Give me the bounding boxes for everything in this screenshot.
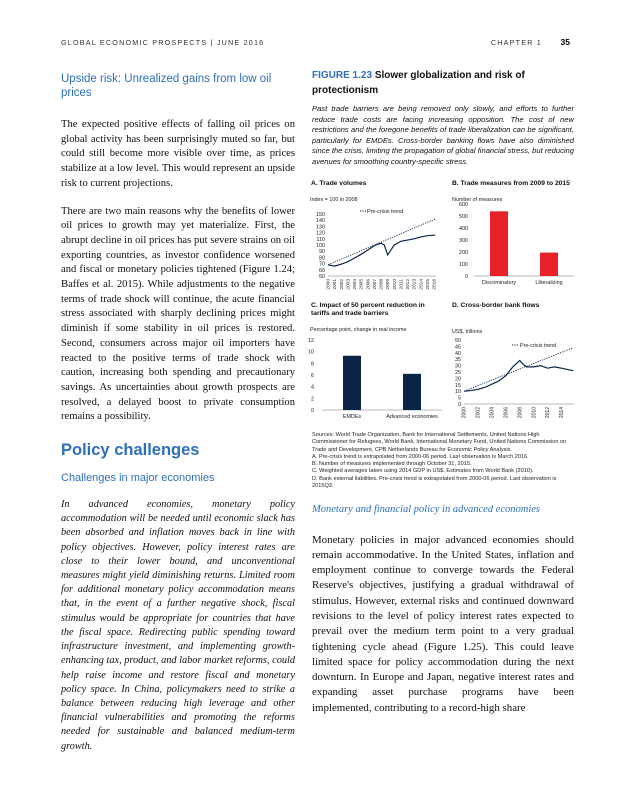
y-tick-label: 150 [316,212,325,218]
paragraph-oil-intro: The expected positive effects of falling oil prices on global activity has been surprisingly muted so far, but could still become more visible over time, as prices stabilize at a low level. This would represent an upside risk to current projections. [61,119,295,189]
x-tick-label: 2012 [406,279,412,290]
legend-pre-crisis-trend: Pre-crisis trend [367,209,404,215]
pre-crisis-trend-line [464,348,573,392]
x-tick-label: 2009 [386,279,392,290]
y-tick-label: 35 [455,357,461,364]
y-tick-label: 200 [459,250,468,256]
bar-emdes [343,356,361,410]
x-tick-label: 2012 [545,407,552,419]
legend-pre-crisis-trend: Pre-crisis trend [520,343,557,349]
y-axis-unit: Percentage point, change in real income [310,327,407,333]
x-tick-label: 2008 [379,279,385,290]
panel-d-title: D. Cross-border bank flows [452,302,540,309]
y-tick-label: 120 [316,230,325,237]
x-tick-label: 2016 [432,279,438,290]
x-tick-label: 2013 [412,279,418,290]
x-tick-label: 2010 [392,279,398,290]
page-number: 35 [560,37,570,47]
running-header [61,38,570,50]
y-tick-label: 500 [459,214,468,220]
trade-volume-line [328,235,435,266]
x-tick-label: 2001 [333,279,339,290]
y-tick-label: 70 [319,261,325,268]
bank-flows-line [464,360,573,391]
y-tick-label: 80 [319,255,325,262]
x-category-label: EMDEs [342,414,362,420]
y-tick-label: 0 [465,274,468,280]
source-note-c: C. Weighted averages taken using 2014 GDP in US$. Estimates from World Bank (2010). [312,468,534,475]
x-tick-label: 2007 [372,279,378,290]
x-tick-label: 2000 [326,279,332,290]
panel-c-title: C. Impact of 50 percent reduction in tariffs and trade barriers [311,302,425,317]
figure-title-text: Slower globalization and risk of protectionism [312,70,525,96]
panel-b-title: B. Trade measures from 2009 to 2015 [452,180,570,187]
y-tick-label: 2 [311,396,314,403]
pre-crisis-trend-line [328,219,435,265]
paragraph-advanced-economies: In advanced economies, monetary policy accommodation will be needed until economic slack has been absorbed and inflation moves back in line with policy objectives. However, policy interest rates are close to their lower bound, and unconventional measures might yield diminishing returns. Limited room for additional monetary policy accommodation means that, in the event of a further negative shock, fiscal stimulus would be appropriate for countries that have the fiscal space. Redirecting public spending toward infrastructure investment, and implementing growth-enhancing tax, product, and labor market reforms, could help raise income and restore fiscal and monetary policy space. In China, policymakers need to strike a balance between reducing high leverage and other financial vulnerabilities and promoting the reforms needed for sustainable and balanced medium-term growth. [61,499,295,752]
y-tick-label: 5 [458,395,461,402]
y-tick-label: 60 [319,267,325,274]
x-tick-label: 2003 [346,279,352,290]
y-axis-unit: Index = 100 in 2008 [310,197,358,203]
figure-description: Past trade barriers are being removed only slowly, and efforts to further reduce trade costs are facing increasing opposition. The cost of new restrictions and the foregone benefits of trade liberalization can be significant, particularly for EMDEs. Cross-border banking flows have also diminished since the crisis, limiting the propagation of global financial stress, but reducing avenues for smoothing country-specific stress. [312,104,574,166]
policy-challenges-heading: Policy challenges [61,441,200,460]
x-tick-label: 2014 [559,407,566,419]
y-tick-label: 40 [455,350,461,357]
panel-a-title: A. Trade volumes [311,180,367,187]
paragraph-oil-reasons: There are two main reasons why the benefits of lower oil prices to growth may yet materialize. First, the abrupt decline in oil prices has put severe strains on oil exporting countries, as investor confidence worsened and fiscal or monetary policies tightened (Figure 1.24; Baffes et al. 2015). While adjustments to the negative terms of trade shock will continue, the acute financial stress associated with sharply declining prices might diminish if some stability in oil prices is restored. Second, consumers across major oil importers have reacted to the positive terms of trade shock with caution, increasing both spending and precautionary savings. As uncertainties about growth prospects are resolved, a delayed boost to private consumption remains a possibility. [61,205,295,423]
y-tick-label: 8 [311,361,314,368]
x-tick-label: 2005 [359,279,365,290]
upside-risk-heading: Upside risk: Unrealized gains from low oil prices [61,73,272,99]
y-tick-label: 400 [459,226,468,232]
y-tick-label: 600 [459,202,468,208]
y-tick-label: 100 [316,243,325,249]
x-tick-label: 2004 [353,279,359,290]
x-tick-label: 2008 [517,407,524,419]
x-tick-label: 2004 [489,407,496,419]
y-tick-label: 25 [455,370,461,376]
y-tick-label: 12 [308,338,314,344]
chart-tariff-impact [308,322,448,426]
y-tick-label: 50 [319,274,325,280]
y-axis-unit: US$, trillions [452,329,483,335]
y-axis-unit: Number of measures [452,197,503,203]
x-tick-label: 2015 [425,279,431,290]
chart-bank-flows [450,326,580,430]
y-tick-label: 30 [455,363,461,370]
right-column [312,68,574,168]
x-tick-label: 2006 [366,279,372,290]
source-line: Sources: World Trade Organization, Bank for International Settlements, United Nations High Commissioner for Refugees, World Bank, International Monetary Fund, United Nations Commission on Trade and Development, CPB Netherlands Bureau for Economic Policy Analysis. [312,432,567,453]
bar-advanced-economies [403,374,421,410]
y-tick-label: 0 [458,402,461,408]
x-category-label: Advanced economies [386,414,438,420]
y-tick-label: 110 [316,236,325,243]
y-tick-label: 45 [455,344,461,351]
y-tick-label: 300 [459,238,468,244]
x-category-label: Liberalizing [535,280,563,286]
figure-sources [312,432,574,490]
chart-trade-measures [450,192,580,297]
x-tick-label: 2002 [475,407,482,419]
paragraph-monetary-policy: Monetary policies in major advanced economies should remain accommodative. In the United States, inflation and employment continue to converge towards the Federal Reserve's objectives, justifying a gradual withdrawal of stimulus. However, external risks and continued downward revisions to the level of policy interest rates expected to prevail over the medium term point to a very gradual tightening cycle ahead (Figure 1.25). This could leave limited space for policy accommodation during the next downturn. In Europe and Japan, negative interest rates and expanding asset purchase programs have been implemented, contributing to a record-high share [312,533,574,714]
x-tick-label: 2011 [399,279,405,290]
x-tick-label: 2000 [461,407,468,419]
source-note-d: D. Bank external liabilities. Pre-crisis trend is extrapolated from 2000-06 period. Last observation is 2015Q3. [312,475,557,490]
y-tick-label: 130 [316,224,325,231]
major-economies-subheading: Challenges in major economies [61,472,215,485]
y-tick-label: 90 [319,249,325,256]
publication-title: GLOBAL ECONOMIC PROSPECTS | JUNE 2016 [61,38,265,47]
y-tick-label: 0 [311,408,314,414]
y-tick-label: 20 [455,376,461,383]
figure-number: FIGURE 1.23 [312,70,373,81]
y-tick-label: 10 [455,389,461,396]
y-tick-label: 140 [316,218,325,225]
x-tick-label: 2006 [503,407,510,419]
monetary-section [312,503,574,716]
y-tick-label: 15 [455,382,461,389]
x-tick-label: 2002 [339,279,345,290]
y-tick-label: 50 [455,338,461,344]
y-tick-label: 4 [311,384,314,391]
chart-trade-volumes [308,192,448,297]
x-category-label: Discriminatory [481,280,517,286]
x-tick-label: 2014 [419,279,425,290]
left-column [61,72,295,754]
figure-title [312,68,574,98]
bar-liberalizing [540,253,558,276]
x-tick-label: 2010 [531,407,538,419]
chapter-label: CHAPTER 1 [490,38,542,47]
source-note-a: A. Pre-crisis trend is extrapolated from 2000-06 period. Last observation is March 2016. [312,453,529,460]
y-tick-label: 6 [311,373,314,379]
bar-discriminatory [490,211,508,276]
y-tick-label: 10 [308,349,314,356]
source-note-b: B. Number of measures implemented through October 31, 2015. [312,461,472,468]
y-tick-label: 100 [459,262,468,268]
monetary-policy-heading: Monetary and financial policy in advanced economies [312,504,541,515]
